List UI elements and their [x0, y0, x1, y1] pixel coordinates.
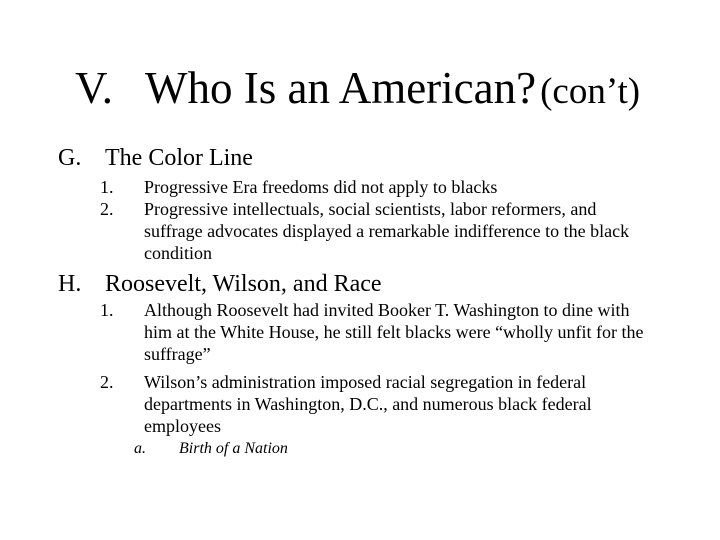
- title-main-text: Who Is an American?: [145, 63, 537, 113]
- section-heading-text: Roosevelt, Wilson, and Race: [105, 271, 382, 297]
- section-letter: H.: [58, 271, 82, 297]
- sub-list-item-letter: a.: [134, 440, 146, 457]
- list-item-text: Although Roosevelt had invited Booker T. Washington to dine with him at the White House, he still felt blacks were “wholly unfit for the suffrage”: [144, 300, 644, 364]
- list-item-text: Progressive Era freedoms did not apply to blacks: [144, 177, 498, 197]
- section-heading-text: The Color Line: [105, 145, 253, 171]
- title-continued-text: (con’t): [540, 71, 641, 112]
- sub-list-item-text: Birth of a Nation: [179, 440, 288, 457]
- list-item-text: Progressive intellectuals, social scientists, labor reformers, and suffrage advocates displayed a remarkable indifference to the black condition: [144, 199, 630, 263]
- title-number: V.: [75, 63, 113, 113]
- list-item: [100, 371, 660, 437]
- section-heading-h: [58, 272, 382, 296]
- list-item: [100, 176, 660, 198]
- sub-list-item: [134, 439, 288, 459]
- list-item-number: 2.: [100, 372, 114, 392]
- list-item: [100, 299, 660, 365]
- list-item-number: 1.: [100, 300, 114, 320]
- list-item-text: Wilson’s administration imposed racial segregation in federal departments in Washington, D.C., and numerous black federal employees: [144, 372, 592, 436]
- section-letter: G.: [58, 145, 82, 171]
- slide-title: [75, 63, 641, 113]
- list-item-number: 2.: [100, 199, 114, 219]
- list-item: [100, 198, 660, 264]
- list-item-number: 1.: [100, 177, 114, 197]
- section-heading-g: [58, 146, 253, 170]
